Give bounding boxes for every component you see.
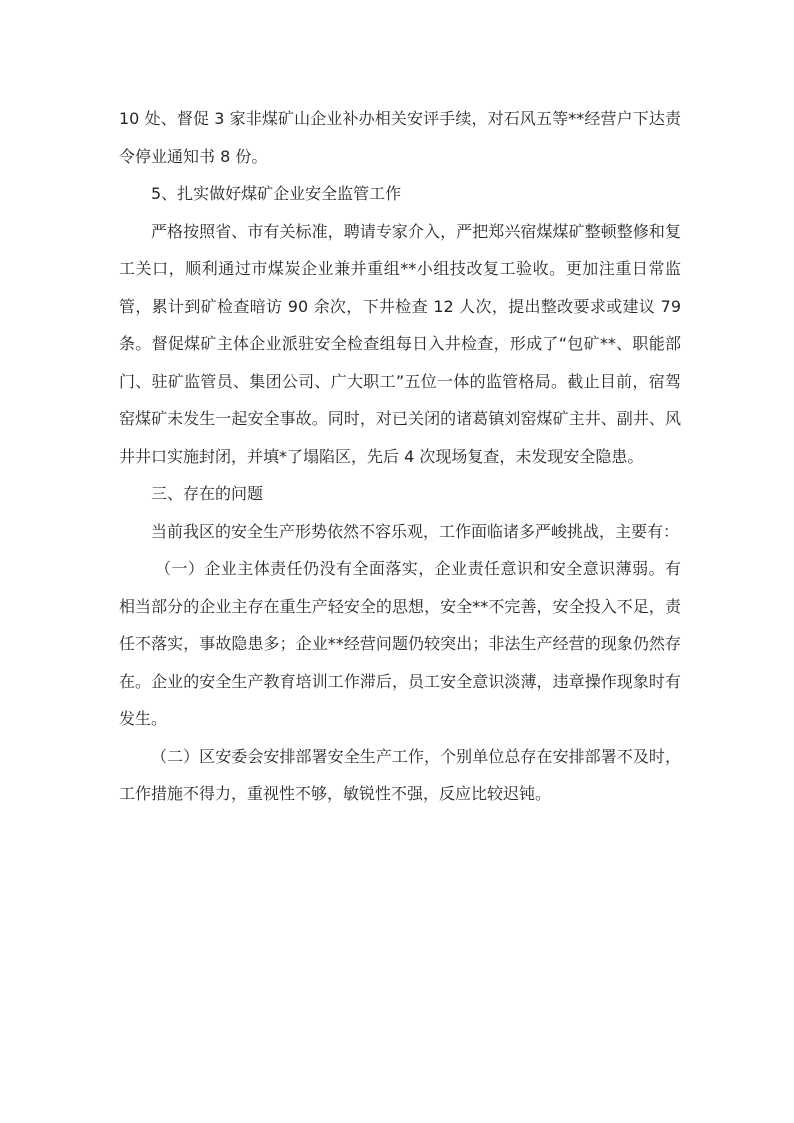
paragraph-coal-mine-supervision: 严格按照省、市有关标准，聘请专家介入，严把郑兴宿煤煤矿整顿整修和复工关口，顺利通过市煤炭企业兼并重组**小组技改复工验收。更加注重日常监管，累计到矿检查暗访 90 余次，下井检查 12 人次，提出整改要求或建议 79 条。督促煤矿主体企业派驻安全检查组每日入井检查，形成了“包矿**、职能部门、驻矿监管员、集团公司、广大职工”五位一体的监管格局。截止目前，宿驾窑煤矿未发生一起安全事故。同时，对已关闭的诸葛镇刘窑煤矿主井、副井、风井井口实施封闭，并填*了塌陷区，先后 4 次现场复查，未发现安全隐患。 [119, 221, 681, 466]
paragraph-continuation: 10 处、督促 3 家非煤矿山企业补办相关安评手续，对石风五等**经营户下达责令停业通知书 8 份。 [119, 109, 681, 166]
section-heading-coal-mine-supervision: 5、扎实做好煤矿企业安全监管工作 [151, 184, 402, 203]
paragraph-problem-two: （二）区安委会安排部署安全生产工作，个别单位总存在安排部署不及时，工作措施不得力，重视性不够，敏锐性不强，反应比较迟钝。 [119, 746, 681, 803]
paragraph-problem-one: （一）企业主体责任仍没有全面落实，企业责任意识和安全意识薄弱。有相当部分的企业主存在重生产轻安全的思想，安全**不完善，安全投入不足，责任不落实，事故隐患多；企业**经营问题仍较突出；非法生产经营的现象仍然存在。企业的安全生产教育培训工作滞后，员工安全意识淡薄，违章操作现象时有发生。 [119, 559, 681, 728]
section-heading-existing-problems: 三、存在的问题 [151, 484, 264, 503]
document-body [119, 100, 681, 813]
paragraph-problems-intro: 当前我区的安全生产形势依然不容乐观，工作面临诸多严峻挑战，主要有： [151, 521, 680, 541]
